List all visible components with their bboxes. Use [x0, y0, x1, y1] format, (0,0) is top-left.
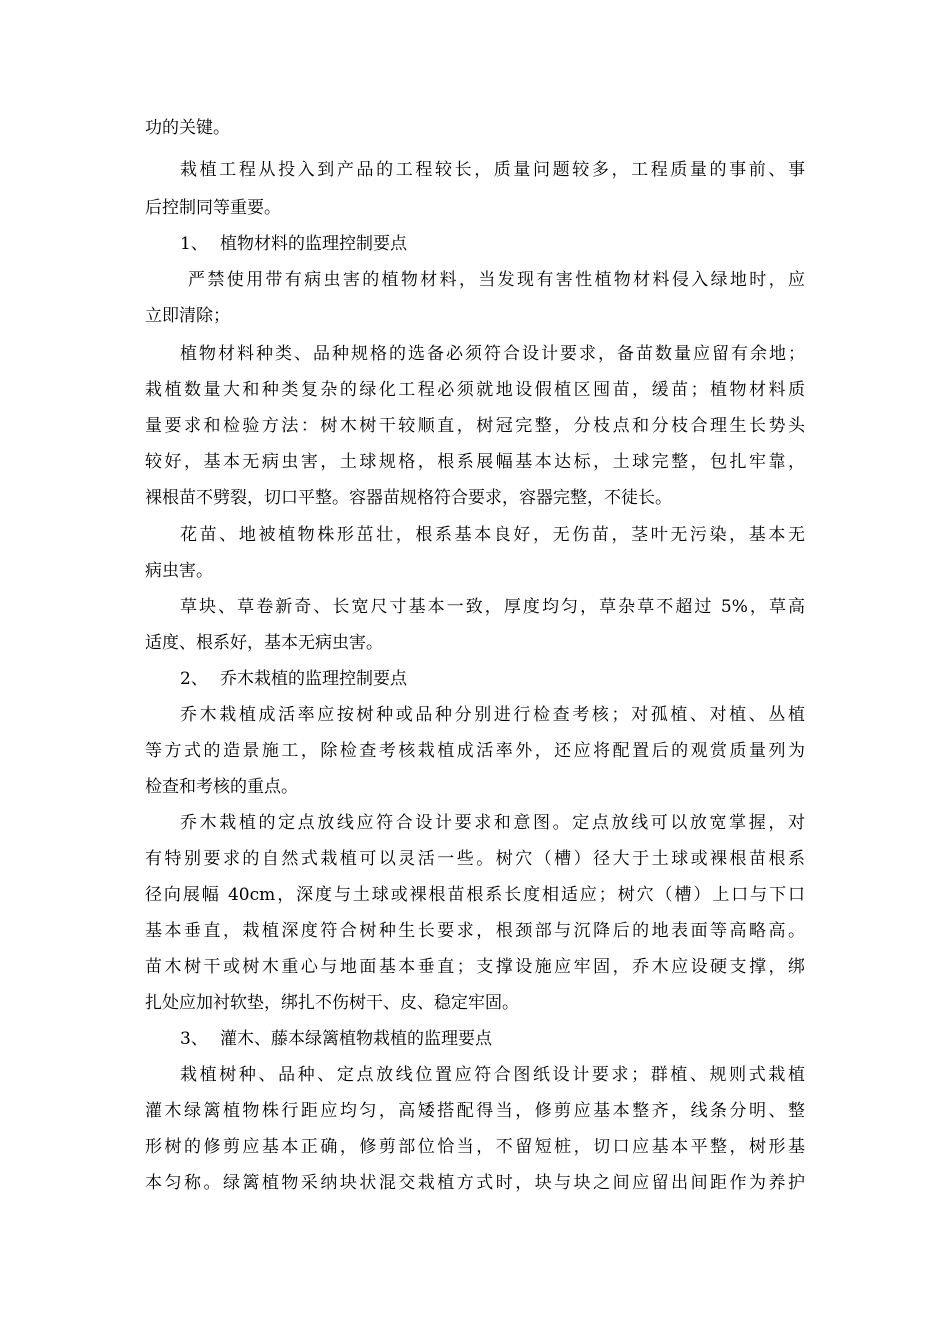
paragraph-line: 草块、草卷新奇、长宽尺寸基本一致，厚度均匀，草杂草不超过 5%，草高 [180, 597, 805, 617]
paragraph-line: 乔木栽植成活率应按树种或品种分别进行检查考核；对孤植、对植、丛植 [180, 705, 805, 725]
paragraph-line: 本匀称。绿篱植物采纳块状混交栽植方式时，块与块之间应留出间距作为养护 [145, 1173, 805, 1193]
paragraph-line: 基本垂直，栽植深度符合树种生长要求，根颈部与沉降后的地表面等高略高。 [145, 921, 805, 941]
paragraph-line: 后控制同等重要。 [145, 198, 281, 218]
paragraph-line: 功的关键。 [145, 118, 230, 138]
paragraph-line: 栽植数量大和种类复杂的绿化工程必须就地设假植区囤苗，缓苗；植物材料质 [145, 380, 805, 400]
paragraph-line: 检查和考核的重点。 [145, 777, 298, 797]
paragraph-line: 植物材料种类、品种规格的选备必须符合设计要求，备苗数量应留有余地； [180, 344, 805, 364]
paragraph-line: 苗木树干或树木重心与地面基本垂直；支撑设施应牢固，乔木应设硬支撑，绑 [145, 957, 805, 977]
paragraph-line: 等方式的造景施工，除检查考核栽植成活率外，还应将配置后的观赏质量列为 [145, 741, 805, 761]
heading-text: 乔木栽植的监理控制要点 [220, 669, 407, 689]
paragraph-line: 径向展幅 40cm，深度与土球或裸根苗根系长度相适应；树穴（槽）上口与下口 [145, 885, 805, 905]
paragraph-line: 较好，基本无病虫害，土球规格，根系展幅基本达标，土球完整，包扎牢靠， [145, 452, 805, 472]
paragraph-line: 扎处应加衬软垫，绑扎不伤树干、皮、稳定牢固。 [145, 993, 519, 1013]
paragraph-line: 适度、根系好，基本无病虫害。 [145, 633, 383, 653]
paragraph-line: 花苗、地被植物株形茁壮，根系基本良好，无伤苗，茎叶无污染，基本无 [180, 525, 805, 545]
paragraph-line: 立即清除； [145, 306, 230, 326]
paragraph-line: 形树的修剪应基本正确，修剪部位恰当，不留短桩，切口应基本平整，树形基 [145, 1137, 805, 1157]
heading-number: 2、 [180, 669, 208, 689]
paragraph-line: 乔木栽植的定点放线应符合设计要求和意图。定点放线可以放宽掌握，对 [180, 813, 805, 833]
paragraph-line: 病虫害。 [145, 561, 213, 581]
paragraph-line: 栽植工程从投入到产品的工程较长，质量问题较多，工程质量的事前、事 [180, 160, 805, 180]
paragraph-line: 有特别要求的自然式栽植可以灵活一些。树穴（槽）径大于土球或裸根苗根系 [145, 849, 805, 869]
paragraph-line: 裸根苗不劈裂，切口平整。容器苗规格符合要求，容器完整，不徒长。 [145, 488, 672, 508]
paragraph-line: 灌木绿篱植物株行距应均匀，高矮搭配得当，修剪应基本整齐，线条分明、整 [145, 1101, 805, 1121]
paragraph-line: 严禁使用带有病虫害的植物材料，当发现有害性植物材料侵入绿地时，应 [188, 270, 805, 290]
paragraph-line: 栽植树种、品种、定点放线位置应符合图纸设计要求；群植、规则式栽植 [180, 1065, 805, 1085]
heading-text: 灌木、藤本绿篱植物栽植的监理要点 [220, 1029, 492, 1049]
heading-number: 1、 [180, 234, 208, 254]
heading-text: 植物材料的监理控制要点 [220, 234, 407, 254]
heading-number: 3、 [180, 1029, 208, 1049]
paragraph-line: 量要求和检验方法：树木树干较顺直，树冠完整，分枝点和分枝合理生长势头 [145, 416, 805, 436]
